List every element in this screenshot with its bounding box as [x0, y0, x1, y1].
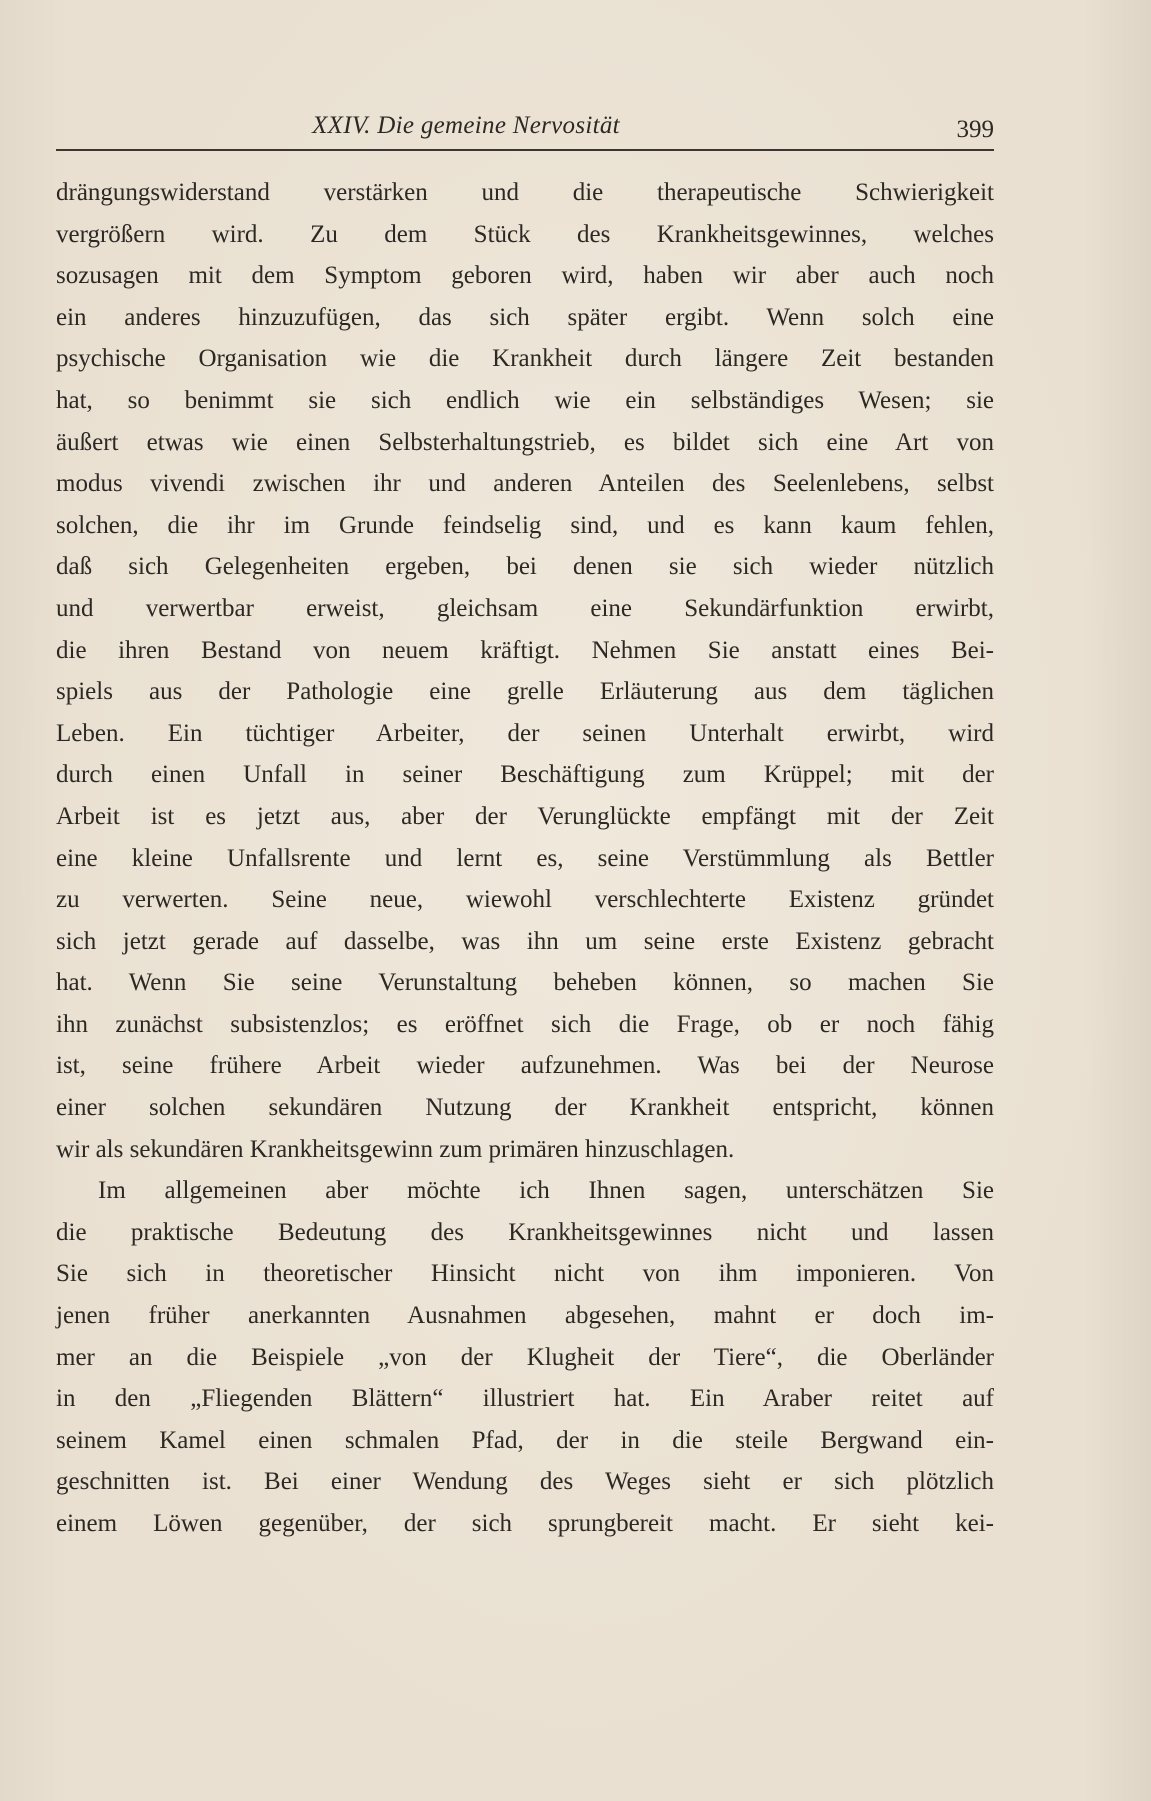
text-line: vergrößern wird. Zu dem Stück des Krankheitsgewinnes, welches	[56, 220, 994, 248]
text-line: solchen, die ihr im Grunde feindselig sind, und es kann kaum fehlen,	[56, 511, 994, 539]
text-line: spiels aus der Pathologie eine grelle Erläuterung aus dem täglichen	[56, 678, 994, 706]
text-line: hat. Wenn Sie seine Verunstaltung beheben können, so machen Sie	[56, 969, 994, 997]
text-line: zu verwerten. Seine neue, wiewohl verschlechterte Existenz gründet	[56, 886, 994, 914]
running-title: XXIV. Die gemeine Nervosität	[312, 112, 620, 139]
text-line: Arbeit ist es jetzt aus, aber der Verunglückte empfängt mit der Zeit	[56, 802, 994, 830]
text-line: und verwertbar erweist, gleichsam eine Sekundärfunktion erwirbt,	[56, 594, 994, 622]
text-line: ihn zunächst subsistenzlos; es eröffnet sich die Frage, ob er noch fähig	[56, 1010, 994, 1038]
text-line: geschnitten ist. Bei einer Wendung des Weges sieht er sich plötzlich	[56, 1468, 994, 1496]
text-line: ist, seine frühere Arbeit wieder aufzunehmen. Was bei der Neurose	[56, 1052, 994, 1080]
text-line: jenen früher anerkannten Ausnahmen abgesehen, mahnt er doch im-	[56, 1302, 994, 1330]
text-line: einem Löwen gegenüber, der sich sprungbereit macht. Er sieht kei-	[56, 1510, 994, 1537]
text-line: modus vivendi zwischen ihr und anderen Anteilen des Seelenlebens, selbst	[56, 470, 994, 498]
body-text	[56, 172, 994, 1545]
text-line: psychische Organisation wie die Krankheit durch längere Zeit bestanden	[56, 345, 994, 373]
text-line: die praktische Bedeutung des Krankheitsgewinnes nicht und lassen	[56, 1218, 994, 1246]
text-line: drängungswiderstand verstärken und die therapeutische Schwierigkeit	[56, 179, 994, 206]
text-line: die ihren Bestand von neuem kräftigt. Nehmen Sie anstatt eines Bei-	[56, 636, 994, 664]
page-number: 399	[956, 116, 994, 143]
text-line: einer solchen sekundären Nutzung der Krankheit entspricht, können	[56, 1094, 994, 1122]
text-line: daß sich Gelegenheiten ergeben, bei denen sie sich wieder nützlich	[56, 553, 994, 581]
header-rule	[56, 149, 994, 151]
text-line: Sie sich in theoretischer Hinsicht nicht von ihm imponieren. Von	[56, 1260, 994, 1288]
text-line: sich jetzt gerade auf dasselbe, was ihn um seine erste Existenz gebracht	[56, 927, 994, 955]
paragraph-start-line: Im allgemeinen aber möchte ich Ihnen sagen, unterschätzen Sie	[98, 1177, 994, 1205]
text-line: hat, so benimmt sie sich endlich wie ein selbständiges Wesen; sie	[56, 386, 994, 414]
text-line: eine kleine Unfallsrente und lernt es, seine Verstümmlung als Bettler	[56, 844, 994, 872]
text-line: seinem Kamel einen schmalen Pfad, der in die steile Bergwand ein-	[56, 1426, 994, 1454]
paragraph-end-line: wir als sekundären Krankheitsgewinn zum primären hinzuschlagen.	[56, 1135, 735, 1163]
text-line: Leben. Ein tüchtiger Arbeiter, der seinen Unterhalt erwirbt, wird	[56, 719, 994, 747]
running-head	[56, 110, 994, 150]
text-line: in den „Fliegenden Blättern“ illustriert hat. Ein Araber reitet auf	[56, 1385, 994, 1413]
text-line: mer an die Beispiele „von der Klugheit der Tiere“, die Oberländer	[56, 1343, 994, 1371]
text-line: ein anderes hinzuzufügen, das sich später ergibt. Wenn solch eine	[56, 303, 994, 331]
text-line: durch einen Unfall in seiner Beschäftigung zum Krüppel; mit der	[56, 761, 994, 789]
text-line: äußert etwas wie einen Selbsterhaltungstrieb, es bildet sich eine Art von	[56, 428, 994, 456]
text-line: sozusagen mit dem Symptom geboren wird, haben wir aber auch noch	[56, 262, 994, 290]
